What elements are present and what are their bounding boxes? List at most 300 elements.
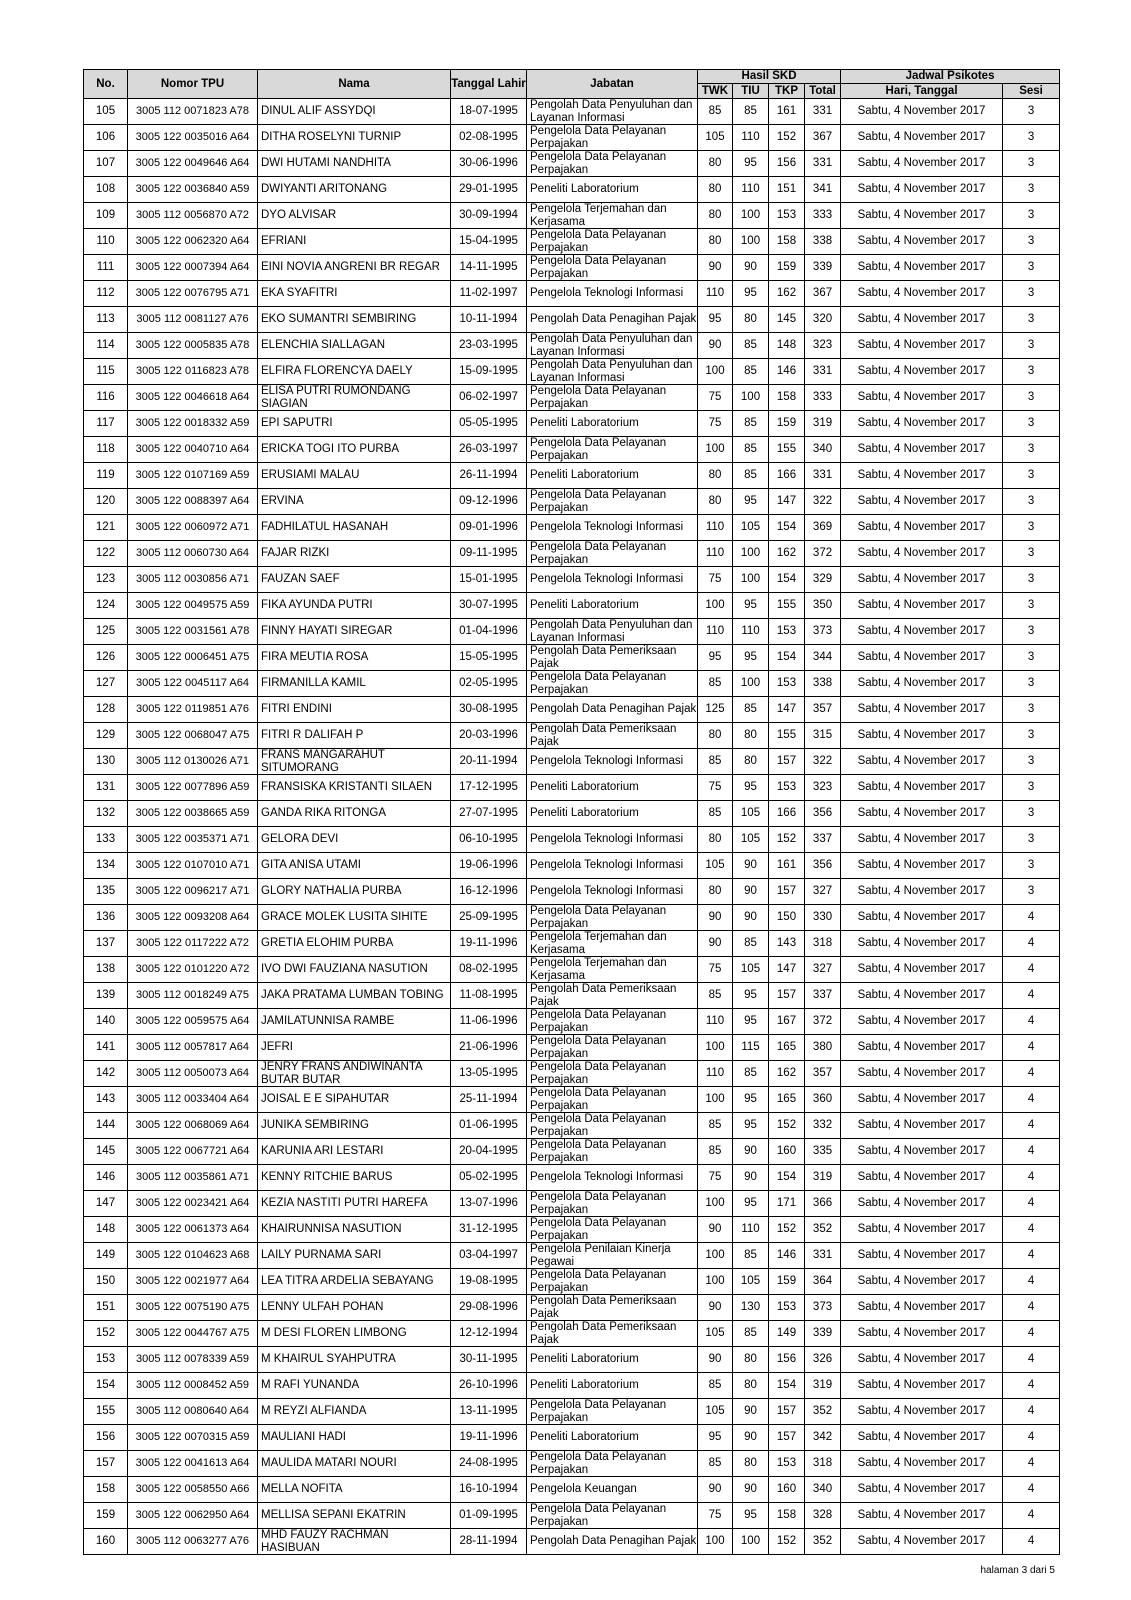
cell-tanggal-lahir: 30-08-1995 bbox=[451, 697, 527, 723]
cell-twk: 85 bbox=[698, 749, 733, 775]
cell-jabatan-text: Pengelola Data Pelayanan Perpajakan bbox=[530, 437, 667, 462]
cell-total: 356 bbox=[805, 853, 841, 879]
cell-hari-tanggal: Sabtu, 4 November 2017 bbox=[841, 983, 1003, 1009]
cell-tkp: 162 bbox=[769, 281, 805, 307]
cell-jabatan-text: Pengolah Data Penagihan Pajak bbox=[530, 313, 697, 325]
cell-no: 146 bbox=[84, 1165, 128, 1191]
cell-sesi: 3 bbox=[1003, 645, 1060, 671]
cell-no: 139 bbox=[84, 983, 128, 1009]
cell-twk: 95 bbox=[698, 1425, 733, 1451]
header-hasil-skd: Hasil SKD bbox=[698, 70, 841, 84]
cell-jabatan bbox=[527, 411, 698, 437]
cell-nama bbox=[258, 957, 451, 983]
table-row bbox=[84, 385, 1060, 411]
cell-sesi: 4 bbox=[1003, 1503, 1060, 1529]
cell-tiu: 115 bbox=[733, 1035, 769, 1061]
cell-sesi: 3 bbox=[1003, 229, 1060, 255]
cell-nama bbox=[258, 567, 451, 593]
cell-no: 126 bbox=[84, 645, 128, 671]
cell-nama-text: GRETIA ELOHIM PURBA bbox=[261, 937, 394, 949]
cell-tanggal-lahir: 30-11-1995 bbox=[451, 1347, 527, 1373]
cell-twk: 85 bbox=[698, 801, 733, 827]
cell-jabatan-text: Peneliti Laboratorium bbox=[530, 183, 639, 195]
cell-tanggal-lahir: 31-12-1995 bbox=[451, 1217, 527, 1243]
cell-tanggal-lahir: 09-12-1996 bbox=[451, 489, 527, 515]
cell-tanggal-lahir: 11-06-1996 bbox=[451, 1009, 527, 1035]
cell-sesi: 3 bbox=[1003, 385, 1060, 411]
table-row bbox=[84, 1503, 1060, 1529]
cell-nama bbox=[258, 125, 451, 151]
cell-tkp: 152 bbox=[769, 1529, 805, 1555]
cell-tanggal-lahir: 27-07-1995 bbox=[451, 801, 527, 827]
cell-tkp: 155 bbox=[769, 593, 805, 619]
cell-jabatan bbox=[527, 1295, 698, 1321]
cell-sesi: 4 bbox=[1003, 1087, 1060, 1113]
cell-sesi: 3 bbox=[1003, 801, 1060, 827]
table-row bbox=[84, 1139, 1060, 1165]
cell-total: 367 bbox=[805, 125, 841, 151]
cell-tkp: 155 bbox=[769, 437, 805, 463]
cell-nama-text: EINI NOVIA ANGRENI BR REGAR bbox=[261, 261, 440, 273]
cell-nama bbox=[258, 463, 451, 489]
cell-jabatan-text: Pengolah Data Pemeriksaan Pajak bbox=[530, 1321, 677, 1346]
cell-nama-text: ERICKA TOGI ITO PURBA bbox=[261, 443, 400, 455]
cell-jabatan-text: Pengolah Data Penyuluhan dan Layanan Informasi bbox=[530, 99, 693, 124]
cell-total: 323 bbox=[805, 333, 841, 359]
cell-jabatan-text: Pengolah Data Pemeriksaan Pajak bbox=[530, 723, 677, 748]
cell-tkp: 156 bbox=[769, 1347, 805, 1373]
cell-jabatan-text: Pengelola Data Pelayanan Perpajakan bbox=[530, 905, 667, 930]
cell-total: 372 bbox=[805, 541, 841, 567]
cell-nomor-tpu: 3005 122 0023421 A64 bbox=[128, 1191, 258, 1217]
cell-tiu: 105 bbox=[733, 957, 769, 983]
cell-sesi: 4 bbox=[1003, 1373, 1060, 1399]
cell-tiu: 90 bbox=[733, 1477, 769, 1503]
cell-total: 319 bbox=[805, 1373, 841, 1399]
cell-no: 144 bbox=[84, 1113, 128, 1139]
cell-nomor-tpu: 3005 112 0035861 A71 bbox=[128, 1165, 258, 1191]
cell-tanggal-lahir: 20-03-1996 bbox=[451, 723, 527, 749]
cell-twk: 75 bbox=[698, 1165, 733, 1191]
cell-tkp: 153 bbox=[769, 619, 805, 645]
cell-tkp: 153 bbox=[769, 203, 805, 229]
cell-no: 113 bbox=[84, 307, 128, 333]
cell-total: 322 bbox=[805, 749, 841, 775]
table-row bbox=[84, 567, 1060, 593]
cell-total: 352 bbox=[805, 1217, 841, 1243]
table-row bbox=[84, 463, 1060, 489]
cell-tiu: 100 bbox=[733, 1529, 769, 1555]
cell-nomor-tpu: 3005 112 0018249 A75 bbox=[128, 983, 258, 1009]
cell-jabatan bbox=[527, 1243, 698, 1269]
cell-no: 136 bbox=[84, 905, 128, 931]
cell-nomor-tpu: 3005 112 0080640 A64 bbox=[128, 1399, 258, 1425]
cell-no: 151 bbox=[84, 1295, 128, 1321]
cell-sesi: 3 bbox=[1003, 619, 1060, 645]
cell-jabatan-text: Pengelola Teknologi Informasi bbox=[530, 521, 684, 533]
cell-jabatan bbox=[527, 1217, 698, 1243]
cell-nama bbox=[258, 1425, 451, 1451]
cell-tkp: 157 bbox=[769, 1425, 805, 1451]
cell-nama-text: MELLISA SEPANI EKATRIN bbox=[261, 1509, 406, 1521]
cell-tiu: 105 bbox=[733, 1269, 769, 1295]
cell-no: 152 bbox=[84, 1321, 128, 1347]
cell-nama bbox=[258, 723, 451, 749]
cell-no: 118 bbox=[84, 437, 128, 463]
cell-nomor-tpu: 3005 122 0088397 A64 bbox=[128, 489, 258, 515]
table-row bbox=[84, 853, 1060, 879]
cell-tiu: 80 bbox=[733, 1451, 769, 1477]
cell-tiu: 85 bbox=[733, 1061, 769, 1087]
cell-tiu: 100 bbox=[733, 229, 769, 255]
cell-no: 145 bbox=[84, 1139, 128, 1165]
cell-twk: 110 bbox=[698, 1009, 733, 1035]
cell-nomor-tpu: 3005 112 0030856 A71 bbox=[128, 567, 258, 593]
table-row bbox=[84, 281, 1060, 307]
cell-tkp: 151 bbox=[769, 177, 805, 203]
cell-nama-text: JUNIKA SEMBIRING bbox=[261, 1119, 369, 1131]
cell-tiu: 80 bbox=[733, 723, 769, 749]
cell-tiu: 95 bbox=[733, 1113, 769, 1139]
cell-sesi: 3 bbox=[1003, 541, 1060, 567]
cell-sesi: 4 bbox=[1003, 1243, 1060, 1269]
cell-nama-text: FIRA MEUTIA ROSA bbox=[261, 651, 369, 663]
cell-nama-text: ELENCHIA SIALLAGAN bbox=[261, 339, 385, 351]
cell-nama-text: EKA SYAFITRI bbox=[261, 287, 338, 299]
cell-hari-tanggal: Sabtu, 4 November 2017 bbox=[841, 957, 1003, 983]
table-row bbox=[84, 229, 1060, 255]
table-row bbox=[84, 1425, 1060, 1451]
cell-jabatan-text: Peneliti Laboratorium bbox=[530, 1353, 639, 1365]
cell-twk: 80 bbox=[698, 177, 733, 203]
cell-tkp: 154 bbox=[769, 1165, 805, 1191]
cell-nama bbox=[258, 99, 451, 125]
cell-tiu: 110 bbox=[733, 619, 769, 645]
cell-nomor-tpu: 3005 122 0021977 A64 bbox=[128, 1269, 258, 1295]
cell-nomor-tpu: 3005 122 0107169 A59 bbox=[128, 463, 258, 489]
cell-tanggal-lahir: 03-04-1997 bbox=[451, 1243, 527, 1269]
cell-jabatan bbox=[527, 1347, 698, 1373]
cell-total: 344 bbox=[805, 645, 841, 671]
cell-nomor-tpu: 3005 112 0078339 A59 bbox=[128, 1347, 258, 1373]
cell-nama-text: GITA ANISA UTAMI bbox=[261, 859, 361, 871]
cell-nama bbox=[258, 359, 451, 385]
cell-nama bbox=[258, 1269, 451, 1295]
cell-twk: 85 bbox=[698, 983, 733, 1009]
cell-sesi: 4 bbox=[1003, 1347, 1060, 1373]
cell-tiu: 100 bbox=[733, 541, 769, 567]
cell-total: 333 bbox=[805, 203, 841, 229]
cell-total: 357 bbox=[805, 1061, 841, 1087]
cell-jabatan bbox=[527, 177, 698, 203]
cell-tiu: 85 bbox=[733, 463, 769, 489]
cell-jabatan bbox=[527, 619, 698, 645]
cell-jabatan-text: Peneliti Laboratorium bbox=[530, 417, 639, 429]
cell-sesi: 3 bbox=[1003, 593, 1060, 619]
cell-twk: 100 bbox=[698, 1529, 733, 1555]
cell-jabatan-text: Pengelola Teknologi Informasi bbox=[530, 833, 684, 845]
cell-nomor-tpu: 3005 112 0060730 A64 bbox=[128, 541, 258, 567]
cell-no: 106 bbox=[84, 125, 128, 151]
cell-jabatan bbox=[527, 489, 698, 515]
cell-sesi: 3 bbox=[1003, 125, 1060, 151]
cell-total: 352 bbox=[805, 1399, 841, 1425]
cell-jabatan bbox=[527, 307, 698, 333]
cell-nomor-tpu: 3005 122 0038665 A59 bbox=[128, 801, 258, 827]
header-no: No. bbox=[84, 70, 128, 99]
cell-nomor-tpu: 3005 122 0006451 A75 bbox=[128, 645, 258, 671]
cell-tanggal-lahir: 17-12-1995 bbox=[451, 775, 527, 801]
cell-nomor-tpu: 3005 122 0044767 A75 bbox=[128, 1321, 258, 1347]
cell-hari-tanggal: Sabtu, 4 November 2017 bbox=[841, 229, 1003, 255]
cell-hari-tanggal: Sabtu, 4 November 2017 bbox=[841, 671, 1003, 697]
cell-nama bbox=[258, 203, 451, 229]
cell-twk: 75 bbox=[698, 411, 733, 437]
cell-hari-tanggal: Sabtu, 4 November 2017 bbox=[841, 645, 1003, 671]
cell-jabatan-text: Pengelola Data Pelayanan Perpajakan bbox=[530, 1009, 667, 1034]
cell-nama bbox=[258, 1191, 451, 1217]
cell-total: 331 bbox=[805, 463, 841, 489]
cell-no: 132 bbox=[84, 801, 128, 827]
page-footer: halaman 3 dari 5 bbox=[980, 1565, 1055, 1576]
cell-tiu: 95 bbox=[733, 593, 769, 619]
cell-nomor-tpu: 3005 112 0057817 A64 bbox=[128, 1035, 258, 1061]
cell-tanggal-lahir: 20-11-1994 bbox=[451, 749, 527, 775]
cell-tiu: 90 bbox=[733, 1425, 769, 1451]
cell-sesi: 3 bbox=[1003, 489, 1060, 515]
cell-no: 112 bbox=[84, 281, 128, 307]
cell-jabatan-text: Peneliti Laboratorium bbox=[530, 1431, 639, 1443]
cell-nama bbox=[258, 177, 451, 203]
cell-no: 123 bbox=[84, 567, 128, 593]
cell-jabatan bbox=[527, 801, 698, 827]
cell-total: 337 bbox=[805, 827, 841, 853]
cell-nama-text: MHD FAUZY RACHMAN HASIBUAN bbox=[261, 1529, 389, 1554]
cell-tkp: 158 bbox=[769, 1503, 805, 1529]
cell-nama bbox=[258, 1399, 451, 1425]
cell-nama-text: DINUL ALIF ASSYDQI bbox=[261, 105, 376, 117]
cell-twk: 80 bbox=[698, 203, 733, 229]
table-row bbox=[84, 1009, 1060, 1035]
cell-jabatan bbox=[527, 437, 698, 463]
cell-hari-tanggal: Sabtu, 4 November 2017 bbox=[841, 1035, 1003, 1061]
cell-hari-tanggal: Sabtu, 4 November 2017 bbox=[841, 1477, 1003, 1503]
table-body bbox=[84, 99, 1060, 1555]
cell-hari-tanggal: Sabtu, 4 November 2017 bbox=[841, 697, 1003, 723]
cell-sesi: 3 bbox=[1003, 515, 1060, 541]
cell-sesi: 3 bbox=[1003, 671, 1060, 697]
cell-tkp: 154 bbox=[769, 645, 805, 671]
table-row bbox=[84, 1087, 1060, 1113]
cell-jabatan-text: Pengelola Data Pelayanan Perpajakan bbox=[530, 1087, 667, 1112]
cell-jabatan bbox=[527, 957, 698, 983]
cell-tkp: 155 bbox=[769, 723, 805, 749]
cell-tkp: 171 bbox=[769, 1191, 805, 1217]
cell-jabatan bbox=[527, 151, 698, 177]
table-row bbox=[84, 437, 1060, 463]
cell-tiu: 80 bbox=[733, 749, 769, 775]
cell-twk: 105 bbox=[698, 1399, 733, 1425]
cell-tkp: 154 bbox=[769, 515, 805, 541]
cell-no: 119 bbox=[84, 463, 128, 489]
cell-tkp: 153 bbox=[769, 671, 805, 697]
cell-jabatan-text: Pengelola Data Pelayanan Perpajakan bbox=[530, 489, 667, 514]
cell-jabatan-text: Pengelola Data Pelayanan Perpajakan bbox=[530, 255, 667, 280]
cell-jabatan-text: Peneliti Laboratorium bbox=[530, 599, 639, 611]
cell-nama-text: EKO SUMANTRI SEMBIRING bbox=[261, 313, 417, 325]
cell-nomor-tpu: 3005 122 0036840 A59 bbox=[128, 177, 258, 203]
cell-nomor-tpu: 3005 112 0008452 A59 bbox=[128, 1373, 258, 1399]
cell-jabatan-text: Pengolah Data Pemeriksaan Pajak bbox=[530, 1295, 677, 1320]
cell-tanggal-lahir: 16-10-1994 bbox=[451, 1477, 527, 1503]
cell-no: 121 bbox=[84, 515, 128, 541]
cell-total: 332 bbox=[805, 1113, 841, 1139]
cell-twk: 75 bbox=[698, 385, 733, 411]
cell-nomor-tpu: 3005 122 0062950 A64 bbox=[128, 1503, 258, 1529]
cell-nama bbox=[258, 307, 451, 333]
cell-hari-tanggal: Sabtu, 4 November 2017 bbox=[841, 931, 1003, 957]
cell-tiu: 95 bbox=[733, 151, 769, 177]
cell-nama-text: EFRIANI bbox=[261, 235, 307, 247]
cell-nama bbox=[258, 619, 451, 645]
cell-total: 341 bbox=[805, 177, 841, 203]
cell-jabatan-text: Pengolah Data Pemeriksaan Pajak bbox=[530, 645, 677, 670]
cell-nama-text: DITHA ROSELYNI TURNIP bbox=[261, 131, 402, 143]
cell-jabatan-text: Pengelola Data Pelayanan Perpajakan bbox=[530, 385, 667, 410]
table-row bbox=[84, 151, 1060, 177]
cell-nomor-tpu: 3005 122 0093208 A64 bbox=[128, 905, 258, 931]
cell-tiu: 100 bbox=[733, 203, 769, 229]
cell-jabatan bbox=[527, 541, 698, 567]
cell-no: 160 bbox=[84, 1529, 128, 1555]
cell-nomor-tpu: 3005 122 0061373 A64 bbox=[128, 1217, 258, 1243]
cell-jabatan-text: Pengelola Terjemahan dan Kerjasama bbox=[530, 957, 667, 982]
cell-sesi: 3 bbox=[1003, 307, 1060, 333]
table-row bbox=[84, 411, 1060, 437]
cell-twk: 110 bbox=[698, 541, 733, 567]
cell-sesi: 4 bbox=[1003, 1061, 1060, 1087]
cell-hari-tanggal: Sabtu, 4 November 2017 bbox=[841, 801, 1003, 827]
cell-nama bbox=[258, 541, 451, 567]
cell-tanggal-lahir: 26-11-1994 bbox=[451, 463, 527, 489]
table-row bbox=[84, 645, 1060, 671]
cell-tkp: 156 bbox=[769, 151, 805, 177]
cell-nama-text: M REYZI ALFIANDA bbox=[261, 1405, 367, 1417]
cell-no: 140 bbox=[84, 1009, 128, 1035]
cell-total: 360 bbox=[805, 1087, 841, 1113]
table-row bbox=[84, 1451, 1060, 1477]
cell-tanggal-lahir: 25-09-1995 bbox=[451, 905, 527, 931]
cell-twk: 110 bbox=[698, 515, 733, 541]
cell-tanggal-lahir: 29-01-1995 bbox=[451, 177, 527, 203]
cell-jabatan bbox=[527, 1529, 698, 1555]
cell-hari-tanggal: Sabtu, 4 November 2017 bbox=[841, 203, 1003, 229]
cell-nomor-tpu: 3005 122 0070315 A59 bbox=[128, 1425, 258, 1451]
table-row bbox=[84, 1243, 1060, 1269]
cell-total: 319 bbox=[805, 1165, 841, 1191]
cell-jabatan-text: Pengelola Data Pelayanan Perpajakan bbox=[530, 125, 667, 150]
cell-no: 157 bbox=[84, 1451, 128, 1477]
cell-nama-text: JENRY FRANS ANDIWINANTA BUTAR BUTAR bbox=[261, 1061, 423, 1086]
cell-twk: 80 bbox=[698, 879, 733, 905]
cell-twk: 85 bbox=[698, 1451, 733, 1477]
cell-nama bbox=[258, 1373, 451, 1399]
cell-nama bbox=[258, 827, 451, 853]
cell-nama-text: FRANS MANGARAHUT SITUMORANG bbox=[261, 749, 385, 774]
cell-tiu: 105 bbox=[733, 801, 769, 827]
cell-no: 137 bbox=[84, 931, 128, 957]
cell-nama bbox=[258, 281, 451, 307]
cell-hari-tanggal: Sabtu, 4 November 2017 bbox=[841, 1061, 1003, 1087]
cell-nama-text: M DESI FLOREN LIMBONG bbox=[261, 1327, 407, 1339]
table-row bbox=[84, 1399, 1060, 1425]
cell-twk: 90 bbox=[698, 1217, 733, 1243]
cell-no: 128 bbox=[84, 697, 128, 723]
cell-twk: 100 bbox=[698, 1087, 733, 1113]
table-row bbox=[84, 1269, 1060, 1295]
cell-tkp: 166 bbox=[769, 463, 805, 489]
cell-hari-tanggal: Sabtu, 4 November 2017 bbox=[841, 333, 1003, 359]
cell-twk: 100 bbox=[698, 1243, 733, 1269]
cell-nomor-tpu: 3005 122 0067721 A64 bbox=[128, 1139, 258, 1165]
cell-nomor-tpu: 3005 122 0059575 A64 bbox=[128, 1009, 258, 1035]
cell-tanggal-lahir: 30-07-1995 bbox=[451, 593, 527, 619]
cell-twk: 105 bbox=[698, 125, 733, 151]
cell-jabatan bbox=[527, 671, 698, 697]
cell-total: 340 bbox=[805, 437, 841, 463]
cell-jabatan bbox=[527, 255, 698, 281]
cell-hari-tanggal: Sabtu, 4 November 2017 bbox=[841, 99, 1003, 125]
cell-nama bbox=[258, 1243, 451, 1269]
cell-hari-tanggal: Sabtu, 4 November 2017 bbox=[841, 567, 1003, 593]
cell-jabatan-text: Pengelola Data Pelayanan Perpajakan bbox=[530, 671, 667, 696]
cell-total: 380 bbox=[805, 1035, 841, 1061]
cell-no: 129 bbox=[84, 723, 128, 749]
cell-tiu: 80 bbox=[733, 307, 769, 333]
cell-jabatan bbox=[527, 1269, 698, 1295]
cell-tanggal-lahir: 02-08-1995 bbox=[451, 125, 527, 151]
cell-sesi: 4 bbox=[1003, 957, 1060, 983]
cell-hari-tanggal: Sabtu, 4 November 2017 bbox=[841, 1347, 1003, 1373]
cell-no: 125 bbox=[84, 619, 128, 645]
cell-nomor-tpu: 3005 122 0076795 A71 bbox=[128, 281, 258, 307]
cell-hari-tanggal: Sabtu, 4 November 2017 bbox=[841, 1217, 1003, 1243]
cell-jabatan-text: Pengelola Teknologi Informasi bbox=[530, 885, 684, 897]
cell-jabatan bbox=[527, 229, 698, 255]
cell-nama-text: FADHILATUL HASANAH bbox=[261, 521, 389, 533]
cell-twk: 80 bbox=[698, 827, 733, 853]
cell-sesi: 3 bbox=[1003, 853, 1060, 879]
cell-jabatan bbox=[527, 749, 698, 775]
cell-hari-tanggal: Sabtu, 4 November 2017 bbox=[841, 1243, 1003, 1269]
cell-nama bbox=[258, 593, 451, 619]
cell-total: 338 bbox=[805, 229, 841, 255]
cell-nama bbox=[258, 775, 451, 801]
cell-nama bbox=[258, 151, 451, 177]
cell-hari-tanggal: Sabtu, 4 November 2017 bbox=[841, 723, 1003, 749]
cell-total: 328 bbox=[805, 1503, 841, 1529]
cell-jabatan bbox=[527, 333, 698, 359]
cell-jabatan-text: Pengelola Data Pelayanan Perpajakan bbox=[530, 1269, 667, 1294]
cell-tiu: 85 bbox=[733, 437, 769, 463]
cell-sesi: 4 bbox=[1003, 931, 1060, 957]
cell-nama bbox=[258, 645, 451, 671]
cell-nama-text: FITRI ENDINI bbox=[261, 703, 332, 715]
cell-twk: 75 bbox=[698, 567, 733, 593]
cell-nomor-tpu: 3005 112 0033404 A64 bbox=[128, 1087, 258, 1113]
table-row bbox=[84, 333, 1060, 359]
cell-jabatan bbox=[527, 593, 698, 619]
